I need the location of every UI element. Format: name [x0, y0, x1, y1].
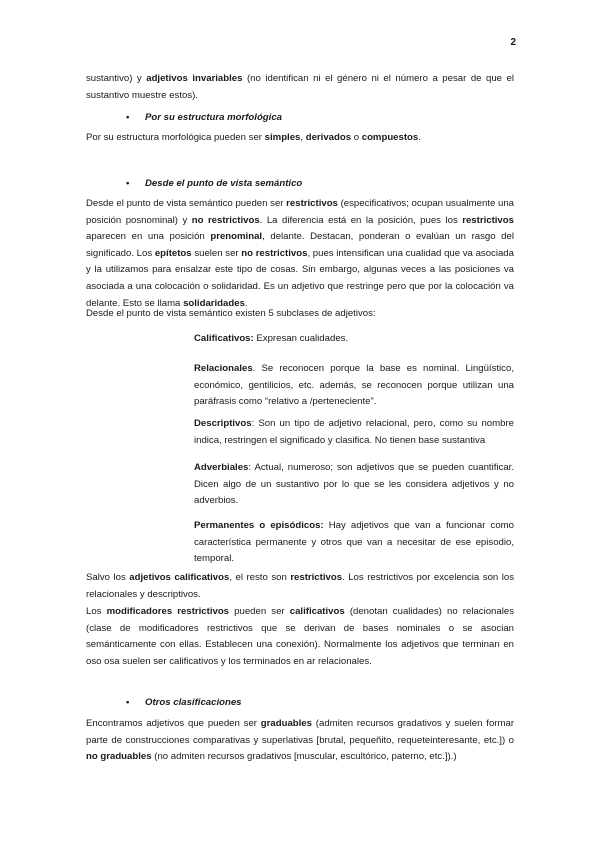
page-number: 2: [510, 37, 516, 48]
subclase-descriptivos: Descriptivos: Son un tipo de adjetivo relacional, pero, como su nombre indica, restringen el significado y clasifica. No tienen base sustantiva: [194, 418, 514, 446]
heading-otras: • Otros clasificaciones: [126, 697, 242, 708]
heading-semantico: • Desde el punto de vista semántico: [126, 178, 303, 189]
subclase-permanentes: Permanentes o episódicos: Hay adjetivos que van a funcionar como característica permanente y otros que van a necesitar de ese episodio, temporal.: [194, 520, 514, 565]
heading-estructura: • Por su estructura morfológica: [126, 112, 283, 123]
subclases-intro: Desde el punto de vista semántico existen 5 subclases de adjetivos:: [86, 308, 376, 319]
bullet-icon: •: [126, 112, 130, 123]
subclase-calificativos: Calificativos: Expresan cualidades.: [194, 333, 349, 344]
salvo-paragraph: Salvo los adjetivos calificativos, el resto son restrictivos. Los restrictivos por excelencia son los relacionales y descriptivos.: [86, 572, 515, 600]
modificadores-paragraph: Los modificadores restrictivos pueden ser calificativos (denotan cualidades) no relacionales (clase de modificadores restrictivos que se derivan de bases nominales o se asocian semánticamente con ellas. Establecen una conexión). Normalmente los adjetivos que terminan en oso osa suelen ser calificativos y los terminados en ar relacionales.: [86, 606, 514, 667]
subclase-relacionales: Relacionales. Se reconocen porque la base es nominal. Lingüístico, económico, gentilicios, etc. además, se reconocen porque utilizan una paráfrasis como “relativo a /perteneciente”.: [194, 363, 514, 408]
subclase-adverbiales: Adverbiales: Actual, numeroso; son adjetivos que se pueden cuantificar. Dicen algo de un sustantivo por lo que se les considera adjetivos y no adverbios.: [194, 462, 514, 507]
bullet-icon: •: [126, 178, 130, 189]
intro-paragraph: sustantivo) y adjetivos invariables (no identifican ni el género ni el número a pesar de que el sustantivo muestre estos).: [86, 73, 514, 101]
semantico-paragraph: Desde el punto de vista semántico pueden ser restrictivos (especificativos; ocupan usualmente una posición posnominal) y no restrictivos. La diferencia está en la posición, pues los restrictivos aparecen en una posición prenominal, delante. Destacan, ponderan o evalúan un rasgo del significado. Los epítetos suelen ser no restrictivos, pues intensifican una cualidad que va asociada y la utilizamos para ensalzar este tipo de cosas. Sin embargo, algunas veces a las posiciones va asociada a una colocación o solidaridad. Es un adjetivo que restringe pero que por la colocación va delante. Esto se llama solidaridades.: [86, 198, 514, 309]
estructura-paragraph: Por su estructura morfológica pueden ser simples, derivados o compuestos.: [86, 132, 421, 143]
otras-paragraph: Encontramos adjetivos que pueden ser graduables (admiten recursos gradativos y suelen formar parte de construcciones comparativas y superlativas [brutal, pequeñito, requeteinteresante, etc.]) o no graduables (no admiten recursos gradativos [muscular, escultórico, paterno, etc.]).): [86, 718, 515, 763]
bullet-icon: •: [126, 697, 130, 708]
